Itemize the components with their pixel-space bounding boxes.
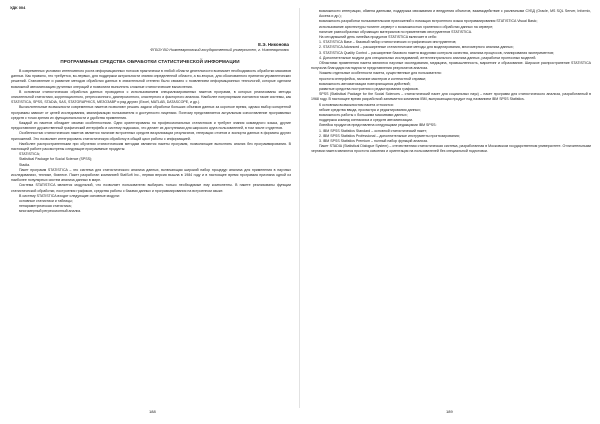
right-page-body	[311, 9, 591, 155]
paragraph: В систему STATISTICA входят следующие основные модули:	[19, 193, 120, 198]
list-item: Stadia.	[19, 162, 31, 167]
list-item: 4. Дополнительные модули для специальных исследований, интеллектуального анализа данных, разработки прогнозных моделей.	[319, 55, 537, 60]
page-number-right: 189	[446, 409, 453, 414]
list-item: использование архитектуры «клиент-сервер» с возможностью хранения и обработки данных на сервере;	[319, 24, 494, 29]
paragraph: На сегодняшний день линейка продуктов STATISTICA включает в себя:	[319, 35, 437, 40]
paragraph: Укажем отдельные особенности пакета, существенные для пользователя:	[319, 71, 442, 76]
left-page	[5, 0, 295, 424]
list-item: наличие разнообразных обучающих материалов по применению инструментов STATISTICA.	[319, 29, 473, 34]
right-page	[305, 0, 595, 424]
article-title: ПРОГРАММНЫЕ СРЕДСТВА ОБРАБОТКИ СТАТИСТИЧЕСКОЙ ИНФОРМАЦИИ	[60, 59, 240, 64]
list-item: возможность работы с большими массивами данных;	[319, 113, 408, 118]
paragraph: Система STATISTICA является модульной, что позволяет пользователю выбирать только необходимые ему компоненты. В пакете реализованы функции статистической обработки, построения графиков, средства работы с базами данных и программирования на встроенном языке.	[11, 183, 291, 193]
list-item: 1. IBM SPSS Statistics Standard – основной статистический пакет;	[319, 128, 427, 133]
page-number-left: 188	[149, 409, 156, 414]
paragraph: В основном статистическая обработка данных проводится с использованием специализированных пакетов программ, в которых реализованы методы описательной статистики, корреляционного, регрессионного, дисперсионного, кластерного и факторного анализа. Наиболее популярными считаются такие системы, как STATISTICA, SPSS, STADIA, SAS, STATGRAPHICS, МЕЗОЗАВР и ряд других (Excel, MATLAB, DATASCOPE, и др.).	[11, 89, 291, 105]
list-item: Statistical Package for Social Science (SPSS);	[19, 157, 93, 162]
list-item: непараметрическая статистика;	[19, 204, 72, 209]
paragraph: SPSS (Statistical Package for the Social Sciences – статистический пакет для социальных наук) – пакет программ для статистического анализа, разработанный в 1968 году. В настоящее время разработкой занимается компания IBM, выпускающая продукт под названием IBM SPSS Statistics.	[311, 92, 591, 102]
list-item: возможность автоматизации повторяющихся действий;	[319, 81, 411, 86]
list-item: поддержка команд синтаксиса и средств автоматизации.	[319, 118, 413, 123]
list-item: 3. STATISTICA Quality Control – расширение базового пакета модулями контроля качества, анализа процессов, планирования экспериментов;	[319, 50, 554, 55]
author-name: Е.Э. Никонова	[258, 42, 289, 47]
udk-code: УДК 004	[10, 5, 26, 10]
page-gutter	[299, 8, 300, 408]
paragraph: Пакет программ STATISTICA – это система для статистического анализа данных, включающая широкий набор процедур анализа для применения в научных исследованиях, технике, бизнесе. Пакет разработан компанией StatSoft Inc., первая версия вышла в 1984 году и в настоящее время программа признана одной из наиболее популярных систем анализа данных в мире.	[11, 167, 291, 183]
paragraph: Линейка продуктов представлена следующими редакциями IBM SPSS:	[319, 123, 437, 128]
paragraph: Наиболее распространенными при обучении статистическим методам являются пакеты программ, позволяющие выполнять анализ без программирования. В настоящей работе рассмотрены следующие программные продукты:	[11, 141, 291, 152]
list-item: простота интерфейса, наличие мастеров и контекстной справки;	[319, 76, 427, 81]
paragraph: Особенностью статистических пакетов является наличие встроенных средств визуализации результатов, генерации отчетов и экспорта данных в форматы других приложений. Это позволяет интегрировать статистическую обработку в общий цикл работы с информацией.	[11, 131, 291, 141]
list-item: многомерный регрессионный анализ.	[19, 209, 82, 214]
list-item: возможности интеграции, обмена данными, поддержка связывания и внедрения объектов, взаимодействие с различными СУБД (Oracle, MS SQL Server, Informix, Access и др.);	[319, 9, 591, 19]
paragraph: В современных условиях интенсивного роста информационных потоков практически в любой области деятельности возникает необходимость обработки массивов данных. Как правило, это требуется, во-первых, для поддержки актуальности знания определенной области, а во-вторых, для обоснованного принятия управленческих решений. Становление и развитие методов обработки данных в значительной степени было связано с появлением информационных технологий, которые сделали возможной автоматизацию рутинных операций и позволили выполнять сложные статистические вычисления.	[11, 69, 291, 89]
list-item: основные статистики и таблицы;	[19, 199, 73, 204]
paragraph: Вычислительные возможности современных пакетов позволяют решать задачи обработки больших объемов данных за короткое время, однако выбор конкретной программы зависит от целей исследования, квалификации пользователя и доступности лицензии. Поэтому представляется актуальным сопоставление программных средств с точки зрения их функциональности и удобства применения.	[11, 105, 291, 120]
paragraph: Пакет STADIA (Statistical Dialogue System) – отечественная статистическая система, разработанная в Московском государственном университете. Отличительными чертами пакета являются простота освоения и ориентация на пользователей без специальной подготовки.	[311, 144, 591, 154]
list-item: STATISTICA;	[19, 152, 40, 157]
list-item: развитые средства построения и редактирования графиков.	[319, 87, 419, 92]
list-item: 1. STATISTICA Base – базовый набор статистических и графических инструментов;	[319, 40, 457, 45]
list-item: 2. IBM SPSS Statistics Professional – дополнительные инструменты прогнозирования;	[319, 133, 460, 138]
list-item: 2. STATISTICA Advanced – расширенные статистические методы для моделирования, многомерного анализа данных;	[319, 45, 514, 50]
paragraph: Каждый из пакетов обладает своими особенностями. Одни ориентированы на профессиональных статистиков и требуют знания командного языка, другие предоставляют дружественный графический интерфейс и систему подсказок, что делает их доступными для широкого круга пользователей, в том числе студентов.	[11, 121, 291, 131]
paragraph: К основным возможностям пакета относятся:	[319, 102, 394, 107]
left-page-body	[11, 69, 291, 215]
author-affiliation: ФГБОУ ВО Нижневартовский государственный университет, г. Нижневартовск	[150, 48, 289, 52]
paragraph: Областями применения пакета являются научные исследования, медицина, промышленность, маркетинг и образование. Широкое распространение STATISTICA получила благодаря наглядности представления результатов анализа.	[311, 61, 591, 71]
list-item: 3. IBM SPSS Statistics Premium – полный набор функций анализа.	[319, 139, 428, 144]
list-item: гибкие средства ввода, просмотра и редактирования данных;	[319, 107, 421, 112]
list-item: возможность разработки пользовательских приложений с помощью встроенного языка программирования STATISTICA Visual Basic;	[319, 19, 538, 24]
